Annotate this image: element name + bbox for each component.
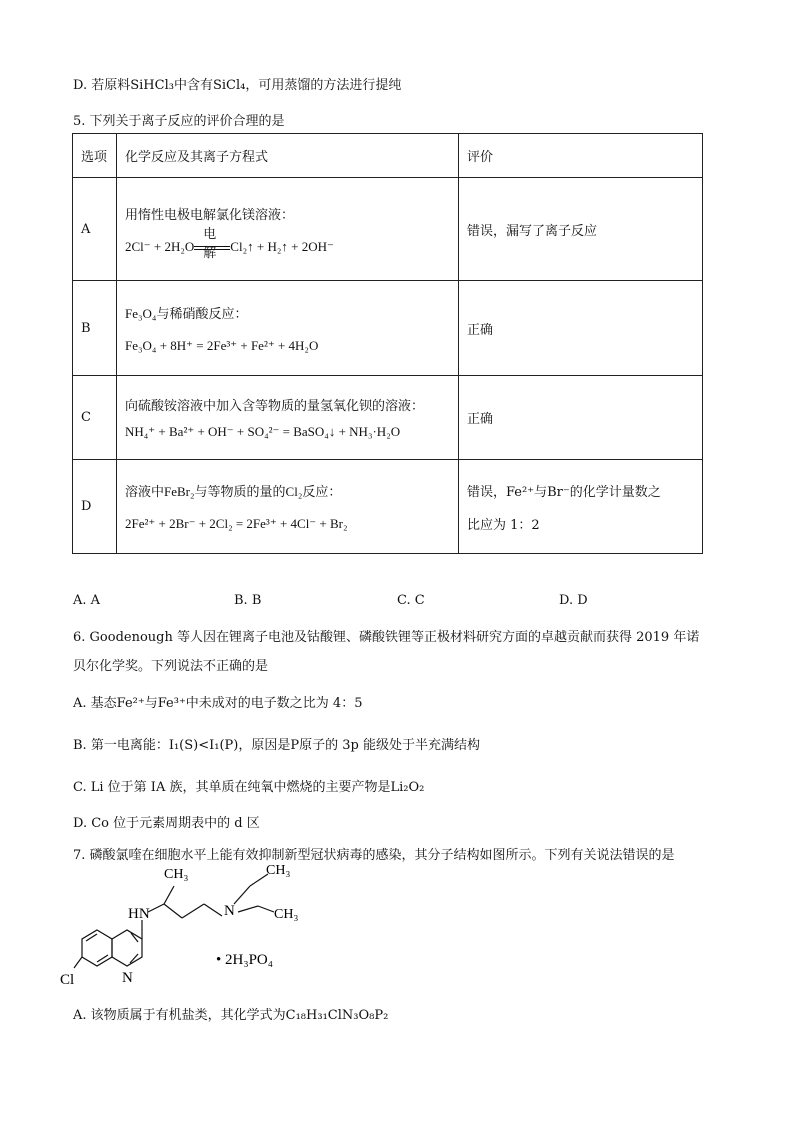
row-equation: 2Fe²⁺ + 2Br⁻ + 2Cl₂ = 2Fe³⁺ + 4Cl⁻ + Br₂ <box>125 516 348 531</box>
q5-table <box>72 133 703 554</box>
header-option: 选项 <box>73 134 117 178</box>
row-equation: NH₄⁺ + Ba²⁺ + OH⁻ + SO₄²⁻ = BaSO₄↓ + NH₃·H₂O <box>125 424 401 439</box>
row-evaluation: 错误，漏写了离子反应 <box>459 178 703 281</box>
table-row <box>73 376 703 460</box>
q5-option-c: C. C <box>397 593 425 608</box>
header-evaluation: 评价 <box>459 134 703 178</box>
row-description: 用惰性电极电解氯化镁溶液： <box>125 207 295 223</box>
amine-nitrogen-label: N <box>224 903 235 919</box>
q5-option-a: A. A <box>73 593 101 608</box>
q6-stem-line2: 贝尔化学奖。下列说法不正确的是 <box>73 659 269 674</box>
chlorine-label: Cl <box>60 972 75 988</box>
ethyl-methyl-label-a: CH₃ <box>266 863 291 878</box>
row-equation: Fe₃O₄ + 8H⁺ = 2Fe³⁺ + Fe²⁺ + 4H₂O <box>125 337 319 353</box>
row-key: B <box>73 281 117 376</box>
hn-label: HN <box>128 906 150 922</box>
q5-title: 5. 下列关于离子反应的评价合理的是 <box>73 114 285 129</box>
table-row <box>73 281 703 376</box>
header-equation: 化学反应及其离子方程式 <box>117 134 459 178</box>
row-description: Fe₃O₄与稀硝酸反应： <box>125 305 248 321</box>
equation-right: Cl₂↑ + H₂↑ + 2OH⁻ <box>230 238 334 254</box>
row-evaluation: 正确 <box>459 281 703 376</box>
row-evaluation: 正确 <box>459 376 703 460</box>
q7-option-a: A. 该物质属于有机盐类，其化学式为C₁₈H₃₁ClN₃O₈P₂ <box>73 1008 389 1023</box>
row-description: 溶液中FeBr₂与等物质的量的Cl₂反应： <box>125 484 342 499</box>
phosphoric-acid-label: • 2H₃PO₄ <box>216 952 273 968</box>
ethyl-methyl-label-b: CH₃ <box>274 907 299 922</box>
ring-nitrogen-label: N <box>122 970 133 986</box>
condition-label: 电解 <box>203 225 217 260</box>
row-key: D <box>73 460 117 554</box>
q6-option-d: D. Co 位于元素周期表中的 d 区 <box>73 816 260 831</box>
q6-option-c: C. Li 位于第 IA 族，其单质在纯氧中燃烧的主要产物是Li₂O₂ <box>73 780 425 795</box>
row-key: A <box>73 178 117 281</box>
chloroquine-structure <box>60 860 360 995</box>
row-description: 向硫酸铵溶液中加入含等物质的量氢氧化钡的溶液： <box>125 399 425 414</box>
q4-option-d: D. 若原料SiHCl₃中含有SiCl₄，可用蒸馏的方法进行提纯 <box>73 78 402 93</box>
row-equation <box>125 225 450 260</box>
row-key: C <box>73 376 117 460</box>
table-row <box>73 460 703 554</box>
q5-option-d: D. D <box>559 593 588 608</box>
table-row <box>73 178 703 281</box>
electrolysis-arrow <box>194 225 230 260</box>
row-evaluation-cont: 比应为 1：2 <box>467 517 540 533</box>
q6-stem-line1: 6. Goodenough 等人因在锂离子电池及钴酸锂、磷酸铁锂等正极材料研究方面的卓越贡献而获得 2019 年诺 <box>73 630 700 645</box>
q7-title: 7. 磷酸氯喹在细胞水平上能有效抑制新型冠状病毒的感染，其分子结构如图所示。下列有关说法错误的是 <box>73 848 675 863</box>
row-evaluation: 错误，Fe²⁺与Br⁻的化学计量数之 <box>467 484 661 500</box>
q6-option-b: B. 第一电离能：I₁(S)<I₁(P)，原因是P原子的 3p 能级处于半充满结构 <box>73 738 480 753</box>
table-header-row <box>73 134 703 178</box>
equation-left: 2Cl⁻ + 2H₂O <box>125 238 195 254</box>
methyl-label-top: CH₃ <box>164 867 189 882</box>
q5-option-b: B. B <box>234 593 262 608</box>
q6-option-a: A. 基态Fe²⁺与Fe³⁺中未成对的电子数之比为 4：5 <box>73 696 363 711</box>
